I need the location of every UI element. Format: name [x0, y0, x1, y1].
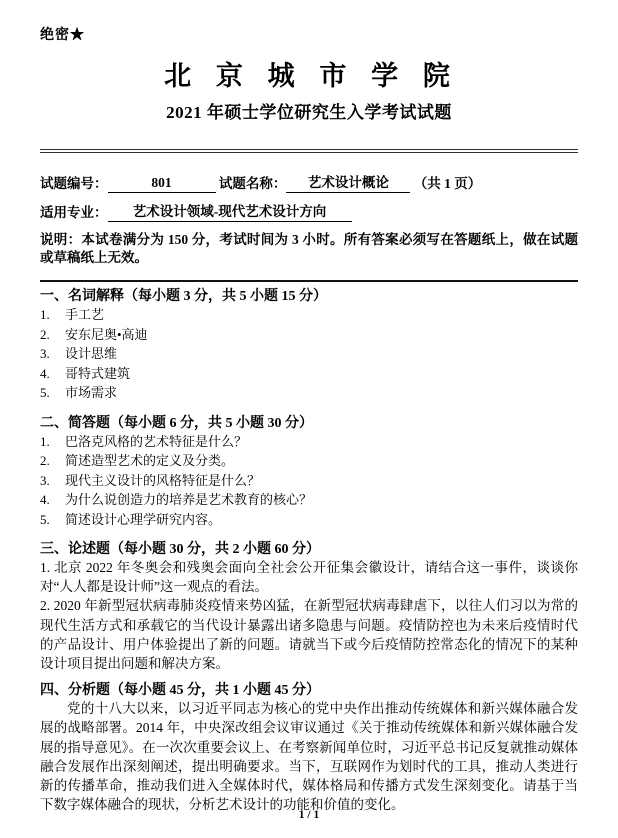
question-item: [40, 490, 578, 510]
section-essay: [40, 541, 578, 673]
exam-name-value: 艺术设计概论: [286, 173, 410, 193]
question-number: 3.: [40, 472, 50, 488]
exam-title: 2021 年硕士学位研究生入学考试试题: [166, 103, 452, 122]
major-label: 适用专业：: [40, 205, 108, 220]
question-item: [40, 510, 578, 530]
body-divider-rule: [40, 280, 578, 282]
section-1-heading: 一、名词解释（每小题 3 分，共 5 小题 15 分）: [40, 289, 327, 304]
section-short-answer: [40, 415, 578, 530]
exam-name-label: 试题名称：: [218, 176, 287, 191]
section-3-heading: 三、论述题（每小题 30 分，共 2 小题 60 分）: [40, 542, 320, 557]
question-text: 手工艺: [65, 307, 105, 322]
page-count-note: （共 1 页）: [413, 176, 482, 191]
question-number: 3.: [40, 346, 50, 361]
question-item: [40, 344, 578, 364]
exam-meta: [40, 173, 578, 222]
exam-meta-row-number-name: [40, 173, 578, 193]
question-item: [40, 325, 578, 345]
question-item: [40, 451, 578, 471]
section-analysis: [40, 682, 578, 814]
question-number: 4.: [40, 365, 50, 381]
section-4-heading: 四、分析题（每小题 45 分，共 1 小题 45 分）: [40, 683, 320, 699]
question-text: 市场需求: [65, 385, 118, 400]
question-number: 2.: [40, 453, 50, 468]
header-double-rule: [40, 149, 578, 153]
exam-meta-row-major: [40, 202, 578, 222]
question-text: 哥特式建筑: [65, 365, 131, 381]
page-number: 1 / 1: [298, 809, 320, 821]
section-1-list: [40, 305, 578, 403]
question-text: 设计思维: [65, 346, 118, 361]
question-item: [40, 471, 578, 491]
question-text: 现代主义设计的风格特征是什么？: [65, 472, 261, 488]
question-item: [40, 383, 578, 403]
section-2-heading: 二、简答题（每小题 6 分，共 5 小题 30 分）: [40, 415, 313, 431]
classification-label: 绝密★: [40, 28, 85, 43]
question-item: [40, 364, 578, 384]
question-item: [40, 432, 578, 452]
question-text: 安东尼奥•高迪: [65, 326, 148, 342]
essay-question-2: 2. 2020 年新型冠状病毒肺炎疫情来势凶猛，在新型冠状病毒肆虐下，以往人们习以为常的现代生活方式和承载它的当代设计暴露出诸多隐患与问题。疫情防控也为未来后疫情时代的产品设计、用户体验提出了新的问题。请就当下或今后疫情防控常态化的情况下的某种设计项目提出问题和解决方案。: [40, 598, 578, 672]
question-number: 1.: [40, 433, 50, 449]
exam-number-value: 801: [108, 173, 216, 193]
question-text: 简述设计心理学研究内容。: [65, 511, 222, 527]
school-title: 北 京 城 市 学 院: [164, 61, 454, 91]
question-text: 为什么说创造力的培养是艺术教育的核心？: [65, 492, 313, 507]
question-number: 1.: [40, 307, 50, 322]
section-2-list: [40, 432, 578, 530]
question-number: 5.: [40, 385, 50, 400]
analysis-question: 党的十八大以来，以习近平同志为核心的党中央作出推动传统媒体和新兴媒体融合发展的战略部署。2014 年，中央深改组会议审议通过《关于推动传统媒体和新兴媒体融合发展的指导意见》。在一次次重要会议上、在考察新闻单位时，习近平总书记反复就推动媒体融合发展作出深刻阐述，提出明确要求。当下，互联网作为划时代的工具，推动人类进行新的传播革命，推动我们进入全媒体时代，媒体格局和传播方式发生深刻变化。请基于当下数字媒体融合的现状，分析艺术设计的功能和价值的变化。: [40, 701, 578, 813]
section-terms: [40, 288, 578, 403]
question-item: [40, 305, 578, 325]
essay-question-1: 1. 北京 2022 年冬奥会和残奥会面向全社会公开征集会徽设计，请结合这一事件，谈谈你对“人人都是设计师”这一观点的看法。: [40, 560, 578, 595]
major-value: 艺术设计领域-现代艺术设计方向: [108, 202, 352, 222]
exam-instructions: 说明：本试卷满分为 150 分，考试时间为 3 小时。所有答案必须写在答题纸上，做在试题或草稿纸上无效。: [40, 232, 578, 265]
question-text: 巴洛克风格的艺术特征是什么？: [65, 433, 248, 449]
exam-number-label: 试题编号：: [40, 176, 108, 191]
question-text: 简述造型艺术的定义及分类。: [65, 453, 235, 468]
question-number: 4.: [40, 492, 50, 507]
question-number: 2.: [40, 326, 50, 342]
question-number: 5.: [40, 511, 50, 527]
